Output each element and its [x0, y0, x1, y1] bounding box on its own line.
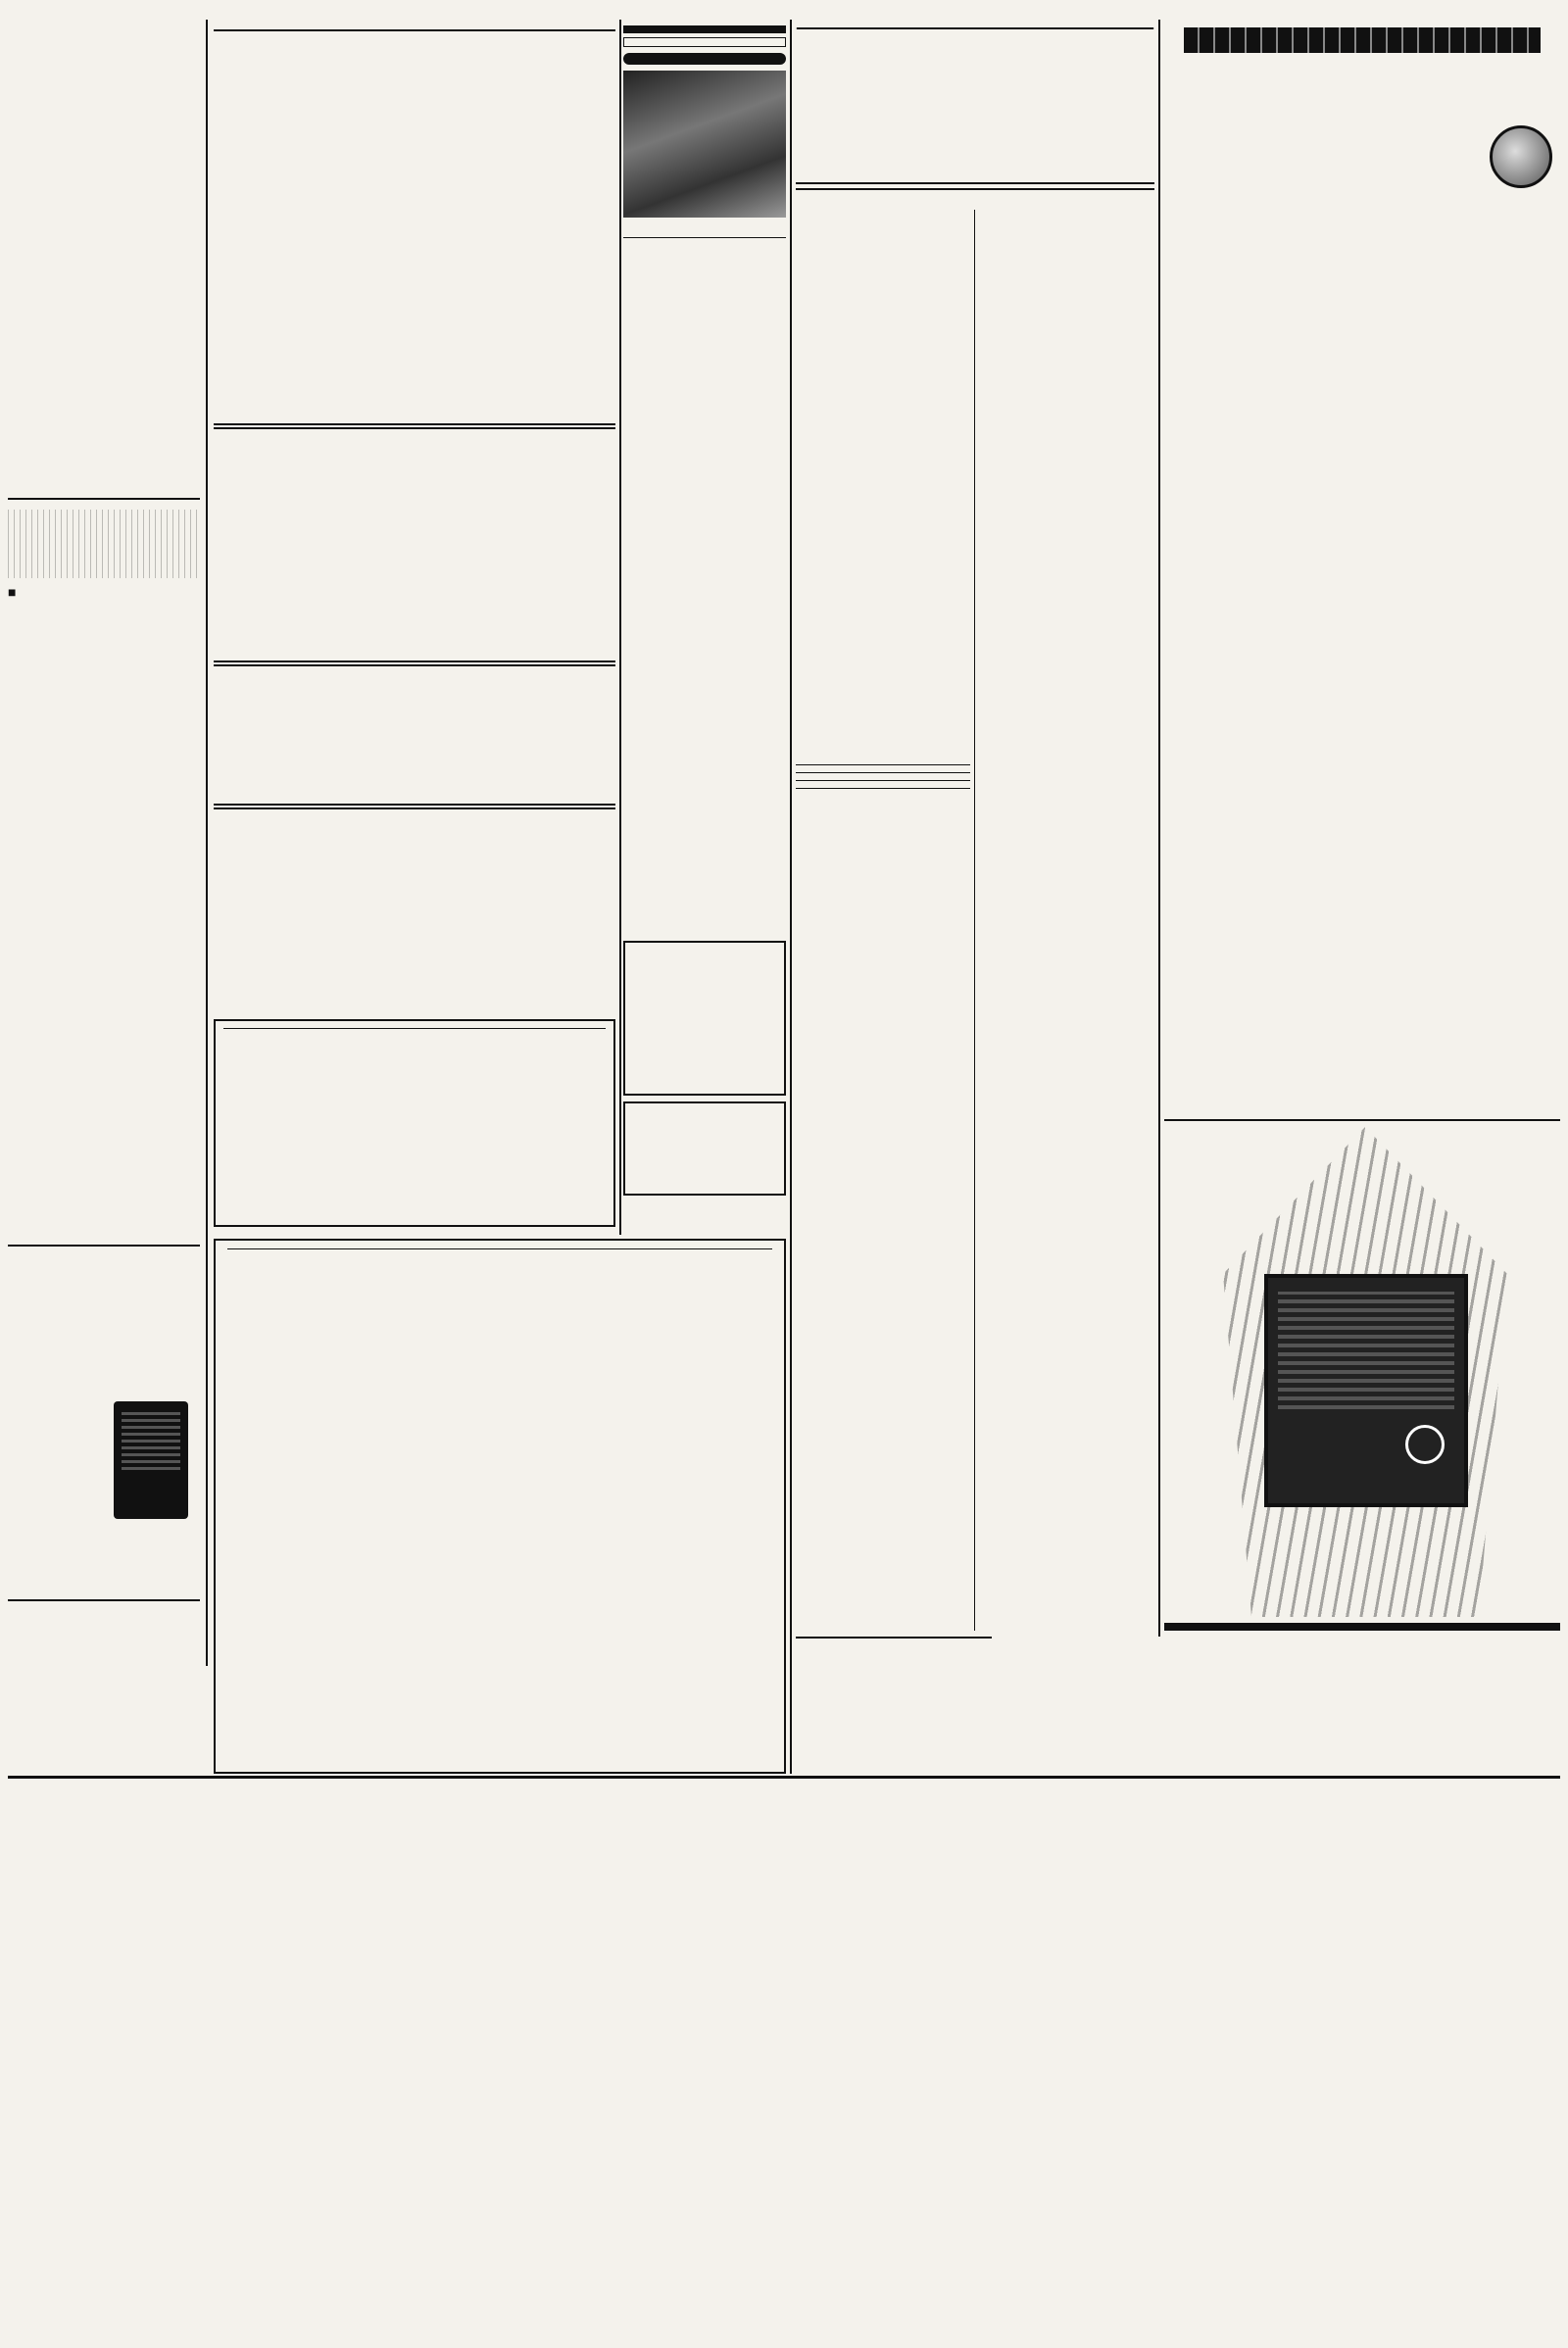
insurance-ad [1164, 1623, 1560, 1631]
labor-news-title [214, 807, 615, 809]
col2-domestic-news [214, 664, 615, 802]
pallas-klio-ad [796, 1637, 992, 1770]
athens-news-text [214, 434, 615, 630]
rail-results-text [214, 36, 615, 399]
col1-kapetan-ad [8, 39, 200, 559]
globe-icon [1490, 125, 1552, 188]
notice-title [796, 780, 970, 784]
theatre-foot [223, 1028, 606, 1029]
sports-headline [797, 25, 1153, 29]
col2-athens-news [214, 427, 615, 659]
film-photo [623, 71, 786, 218]
history-books-image [1184, 27, 1541, 53]
dentist-ad [623, 1199, 786, 1235]
film2-credit [623, 237, 786, 238]
doctor-hire-title [796, 772, 970, 776]
domestic-news-text [214, 671, 615, 773]
mobilheat-ad [623, 1101, 786, 1196]
elementis-ad [8, 1782, 1560, 2340]
col2-rail-results [214, 24, 615, 419]
sports-column-right [980, 210, 1154, 1631]
sports-column-left-2 [796, 764, 970, 1627]
history-ad [1164, 24, 1560, 1115]
basketball-section [796, 182, 1154, 190]
col2-labor-news [214, 807, 615, 994]
hatzichristos-comedy-ad [996, 1637, 1158, 1638]
zoning-title [796, 764, 970, 768]
theatre-ad [214, 1019, 615, 1227]
athens-news-title [214, 427, 615, 429]
labor-news-text [214, 814, 615, 971]
col1-nobel-ad-tail [8, 1558, 200, 1597]
wild-love [623, 53, 786, 65]
clinic-title [796, 788, 970, 792]
col1-manna-ad [8, 510, 200, 1235]
schools-sub2 [227, 1248, 772, 1249]
sports-header [796, 24, 1154, 180]
heater-illustration [114, 1401, 188, 1519]
lido-text [1164, 1617, 1560, 1764]
theatre-list [623, 37, 786, 47]
decorative-rays [8, 510, 200, 578]
school-books-ad [623, 941, 786, 1096]
sports-column-left [796, 210, 970, 758]
col1-doctor-ad [8, 1605, 200, 1664]
col1-nobel-ad [8, 1254, 200, 1578]
heater-illustration [1264, 1274, 1468, 1507]
domestic-news-title [214, 664, 615, 666]
stratigaki-schools-ad [214, 1239, 786, 1774]
lido-heater-ad [1164, 1127, 1560, 1617]
rail-results-title [214, 24, 615, 31]
manna-adjective: ■ [8, 584, 17, 600]
